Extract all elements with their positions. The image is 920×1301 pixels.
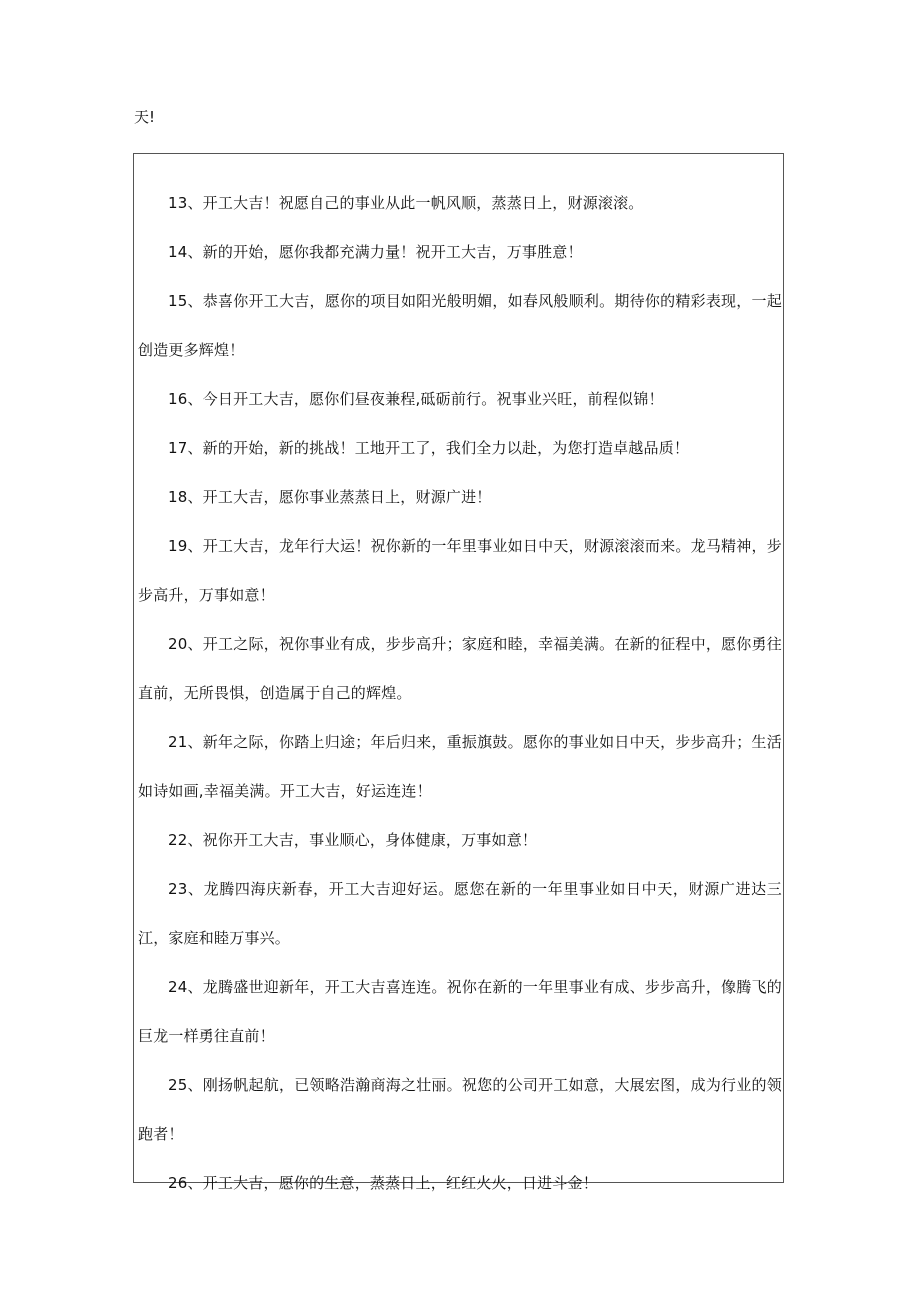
wish-item-22: 22、祝你开工大吉，事业顺心，身体健康，万事如意！ <box>168 831 538 849</box>
wish-item-25: 25、刚扬帆起航，已领略浩瀚商海之壮丽。祝您的公司开工如意，大展宏图，成为行业的领跑者！ <box>138 1076 782 1143</box>
wish-item-16: 16、今日开工大吉，愿你们昼夜兼程,砥砺前行。祝事业兴旺，前程似锦！ <box>168 390 664 408</box>
wish-item-19: 19、开工大吉，龙年行大运！祝你新的一年里事业如日中天，财源滚滚而来。龙马精神，步步高升，万事如意！ <box>138 537 782 604</box>
wish-item-26: 26、开工大吉，愿你的生意，蒸蒸日上，红红火火，日进斗金！ <box>168 1174 598 1192</box>
wish-item-23: 23、龙腾四海庆新春，开工大吉迎好运。愿您在新的一年里事业如日中天，财源广进达三江，家庭和睦万事兴。 <box>138 880 782 947</box>
wish-item-21: 21、新年之际，你踏上归途；年后归来，重振旗鼓。愿你的事业如日中天，步步高升；生活如诗如画,幸福美满。开工大吉，好运连连！ <box>138 733 782 800</box>
wish-item-18: 18、开工大吉，愿你事业蒸蒸日上，财源广进！ <box>168 488 492 506</box>
carry-over-text: 天! <box>134 108 156 126</box>
wish-item-15: 15、恭喜你开工大吉，愿你的项目如阳光般明媚，如春风般顺利。期待你的精彩表现，一起创造更多辉煌！ <box>138 292 782 359</box>
wish-item-14: 14、新的开始，愿你我都充满力量！祝开工大吉，万事胜意！ <box>168 243 583 261</box>
wish-item-24: 24、龙腾盛世迎新年，开工大吉喜连连。祝你在新的一年里事业有成、步步高升，像腾飞的巨龙一样勇往直前！ <box>138 978 782 1045</box>
wishes-box <box>133 153 784 1192</box>
wish-item-13: 13、开工大吉！祝愿自己的事业从此一帆风顺，蒸蒸日上，财源滚滚。 <box>168 194 644 212</box>
wish-item-17: 17、新的开始，新的挑战！工地开工了，我们全力以赴，为您打造卓越品质！ <box>168 439 690 457</box>
wish-item-20: 20、开工之际，祝你事业有成，步步高升；家庭和睦，幸福美满。在新的征程中，愿你勇往直前，无所畏惧，创造属于自己的辉煌。 <box>138 635 782 702</box>
